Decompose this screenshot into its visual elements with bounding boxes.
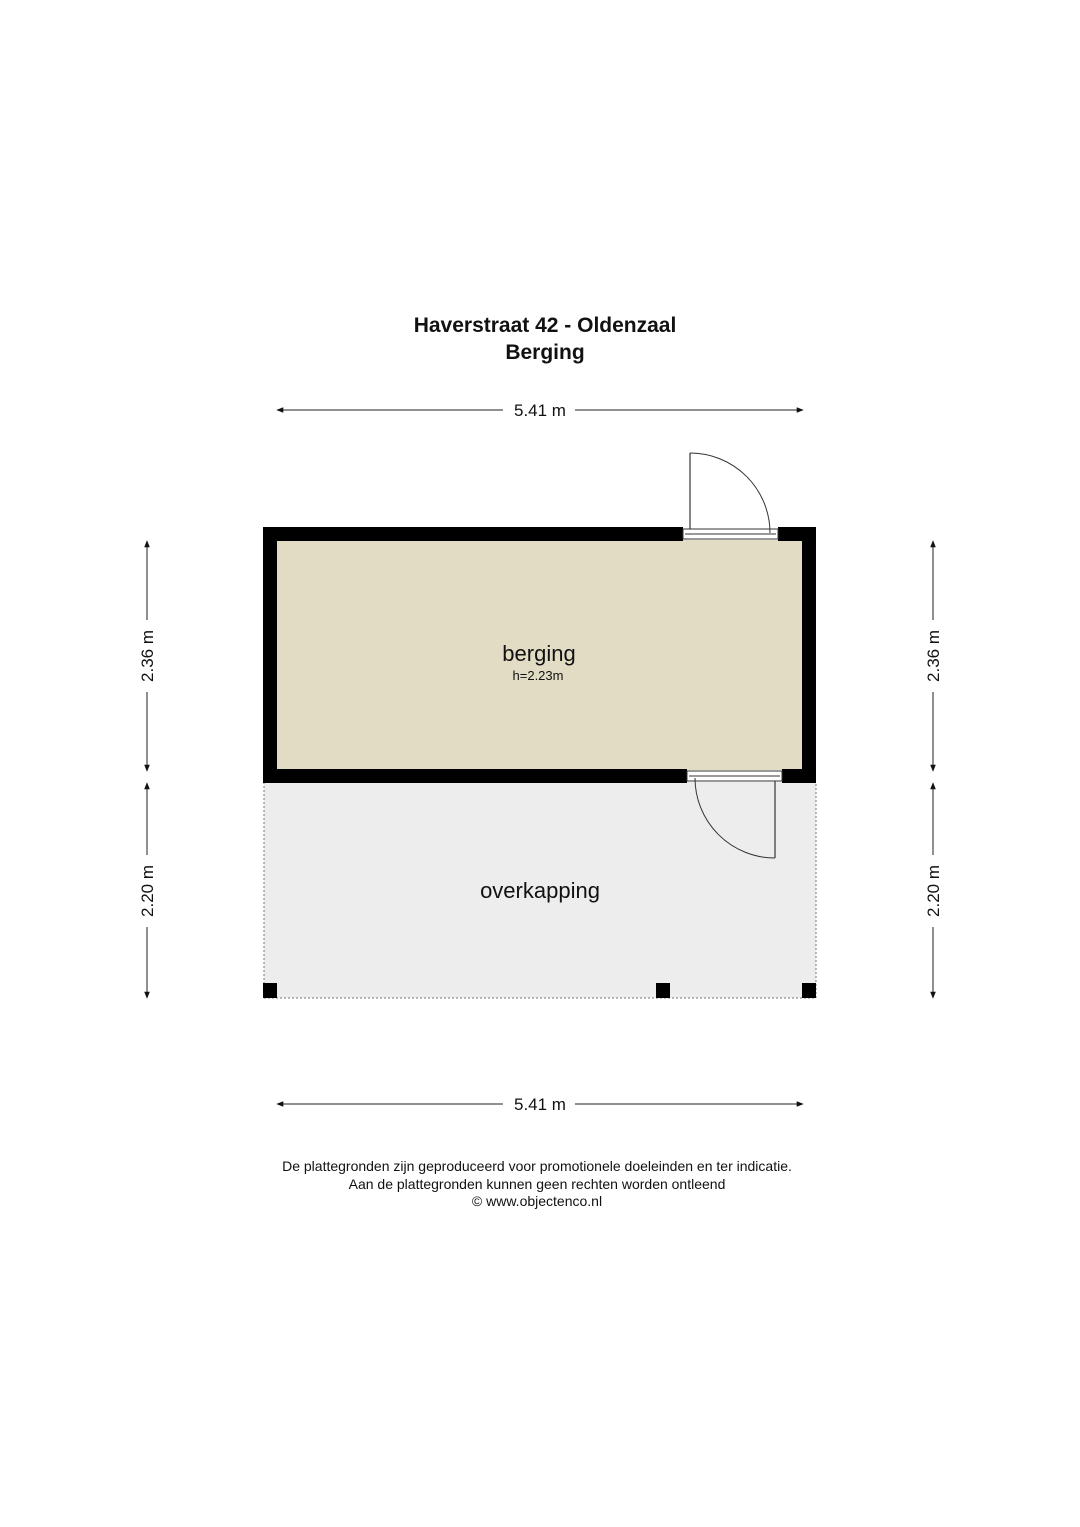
dimension-right-lower xyxy=(924,783,943,998)
dimension-left-lower-label: 2.20 m xyxy=(138,865,157,917)
dimension-left-upper xyxy=(138,541,157,771)
dimension-bottom-label: 5.41 m xyxy=(514,1095,566,1114)
plan-subtitle: Berging xyxy=(505,341,585,364)
dimension-left-lower xyxy=(138,783,157,998)
column-middle xyxy=(656,983,670,998)
dimension-right-upper-label: 2.36 m xyxy=(924,630,943,682)
disclaimer-line-1: De plattegronden zijn geproduceerd voor promotionele doeleinden en ter indicatie. xyxy=(282,1158,792,1174)
dimension-left-upper-label: 2.36 m xyxy=(138,630,157,682)
wall-bottom-left xyxy=(263,769,687,783)
room-height-berging: h=2.23m xyxy=(512,668,564,683)
dimension-right-lower-label: 2.20 m xyxy=(924,865,943,917)
dimension-right-upper xyxy=(924,541,943,771)
wall-right xyxy=(802,527,816,783)
disclaimer-line-2: Aan de plattegronden kunnen geen rechten worden ontleend xyxy=(348,1176,726,1192)
wall-left xyxy=(263,527,277,783)
door-top xyxy=(683,453,778,539)
room-label-overkapping: overkapping xyxy=(480,878,600,903)
wall-top-right xyxy=(778,527,816,541)
room-label-berging: berging xyxy=(502,641,576,666)
wall-bottom-right xyxy=(782,769,816,783)
plan-title: Haverstraat 42 - Oldenzaal xyxy=(413,314,677,337)
wall-top-left xyxy=(263,527,683,541)
copyright-line: © www.objectenco.nl xyxy=(471,1193,603,1209)
dimension-top-label: 5.41 m xyxy=(514,401,566,420)
dimension-bottom xyxy=(277,1095,803,1114)
column-left xyxy=(263,983,277,998)
column-right xyxy=(802,983,816,998)
dimension-top xyxy=(277,401,803,420)
